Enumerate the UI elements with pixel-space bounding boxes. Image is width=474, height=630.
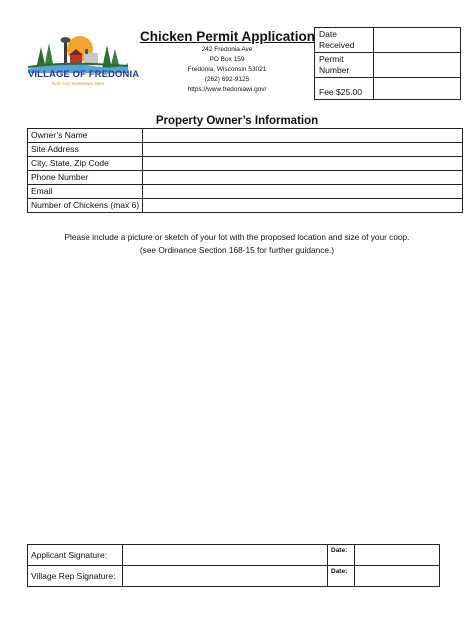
site-address-label: Site Address [28,143,143,157]
table-row [28,171,463,185]
site-address-field[interactable] [143,143,463,157]
owner-name-field[interactable] [143,129,463,143]
table-row [28,566,440,587]
table-row [28,129,463,143]
email-label: Email [28,185,143,199]
fee-label: Fee $25.00 [315,78,374,100]
logo-name: VILLAGE OF FREDONIA [28,69,140,80]
owner-info-table [27,128,463,213]
village-rep-signature-label: Village Rep Signature: [28,566,123,587]
page-title: Chicken Permit Application [140,29,316,44]
section-title: Property Owner’s Information [155,115,319,127]
table-row [28,545,440,566]
table-row [28,157,463,171]
table-row [28,143,463,157]
permit-number-field[interactable] [374,53,461,78]
phone-number-label: Phone Number [28,171,143,185]
date-received-label: Date Received [315,28,374,53]
applicant-signature-label: Applicant Signature: [28,545,123,566]
permit-number-label: Permit Number [315,53,374,78]
village-rep-date-field[interactable] [355,566,440,587]
date-received-field[interactable] [374,28,461,53]
city-state-zip-field[interactable] [143,157,463,171]
applicant-signature-field[interactable] [123,545,328,566]
village-rep-date-label: Date: [328,566,355,587]
applicant-date-field[interactable] [355,545,440,566]
table-row [28,199,463,213]
applicant-date-label: Date: [328,545,355,566]
instructions-line-1: Please include a picture or sketch of your lot with the proposed location and size of your coop. [64,232,410,242]
phone-number-field[interactable] [143,171,463,185]
email-field[interactable] [143,185,463,199]
table-row [28,185,463,199]
address-line-website: https://www.fredoniawi.gov/ [187,86,267,93]
address-line-po-box: PO Box 159 [209,56,245,63]
address-line-city: Fredonia, Wisconsin 53021 [187,66,267,73]
instructions-line-2: (see Ordinance Section 168-15 for further guidance.) [139,245,335,255]
office-use-table [314,27,461,100]
address-line-phone: (262) 692-9125 [204,76,250,83]
village-rep-signature-field[interactable] [123,566,328,587]
owner-name-label: Owner’s Name [28,129,143,143]
village-scene-icon [28,33,128,73]
fee-field[interactable] [374,78,461,100]
number-of-chickens-field[interactable] [143,199,463,213]
city-state-zip-label: City, State, Zip Code [28,157,143,171]
address-line-street: 242 Fredonia Ave [201,46,253,53]
signature-table [27,544,440,587]
village-logo [28,33,140,93]
number-of-chickens-label: Number of Chickens (max 6) [28,199,143,213]
logo-tagline: Find Your Hometown Here [51,81,105,86]
